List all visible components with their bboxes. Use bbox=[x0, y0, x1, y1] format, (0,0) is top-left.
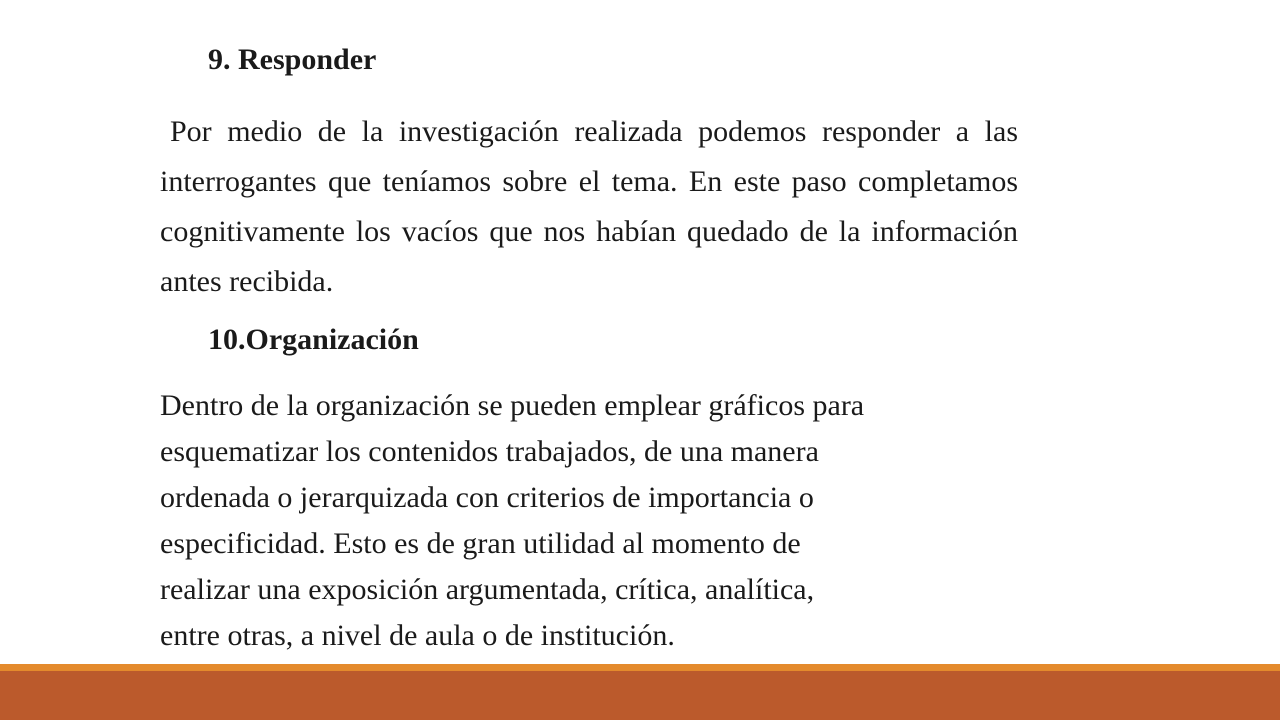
paragraph-line: esquematizar los contenidos trabajados, de una manera bbox=[160, 435, 819, 468]
footer-bar bbox=[0, 671, 1280, 720]
paragraph-responder-text: Por medio de la investigación realizada podemos responder a las interrogantes que teníamos sobre el tema. En este paso completamos cognitivamente los vacíos que nos habían quedado de la información antes recibida. bbox=[160, 115, 1018, 298]
paragraph-line: Dentro de la organización se pueden emplear gráficos para bbox=[160, 389, 865, 422]
section-heading-responder: 9. Responder bbox=[208, 43, 377, 76]
footer-accent-stripe bbox=[0, 664, 1280, 671]
paragraph-organizacion bbox=[160, 383, 1040, 659]
section-heading-organizacion: 10.Organización bbox=[208, 323, 419, 356]
paragraph-line: especificidad. Esto es de gran utilidad al momento de bbox=[160, 527, 801, 560]
paragraph-line: entre otras, a nivel de aula o de institución. bbox=[160, 619, 675, 652]
paragraph-line: ordenada o jerarquizada con criterios de importancia o bbox=[160, 481, 814, 514]
paragraph-responder bbox=[160, 107, 1018, 307]
paragraph-line: realizar una exposición argumentada, crítica, analítica, bbox=[160, 573, 815, 606]
